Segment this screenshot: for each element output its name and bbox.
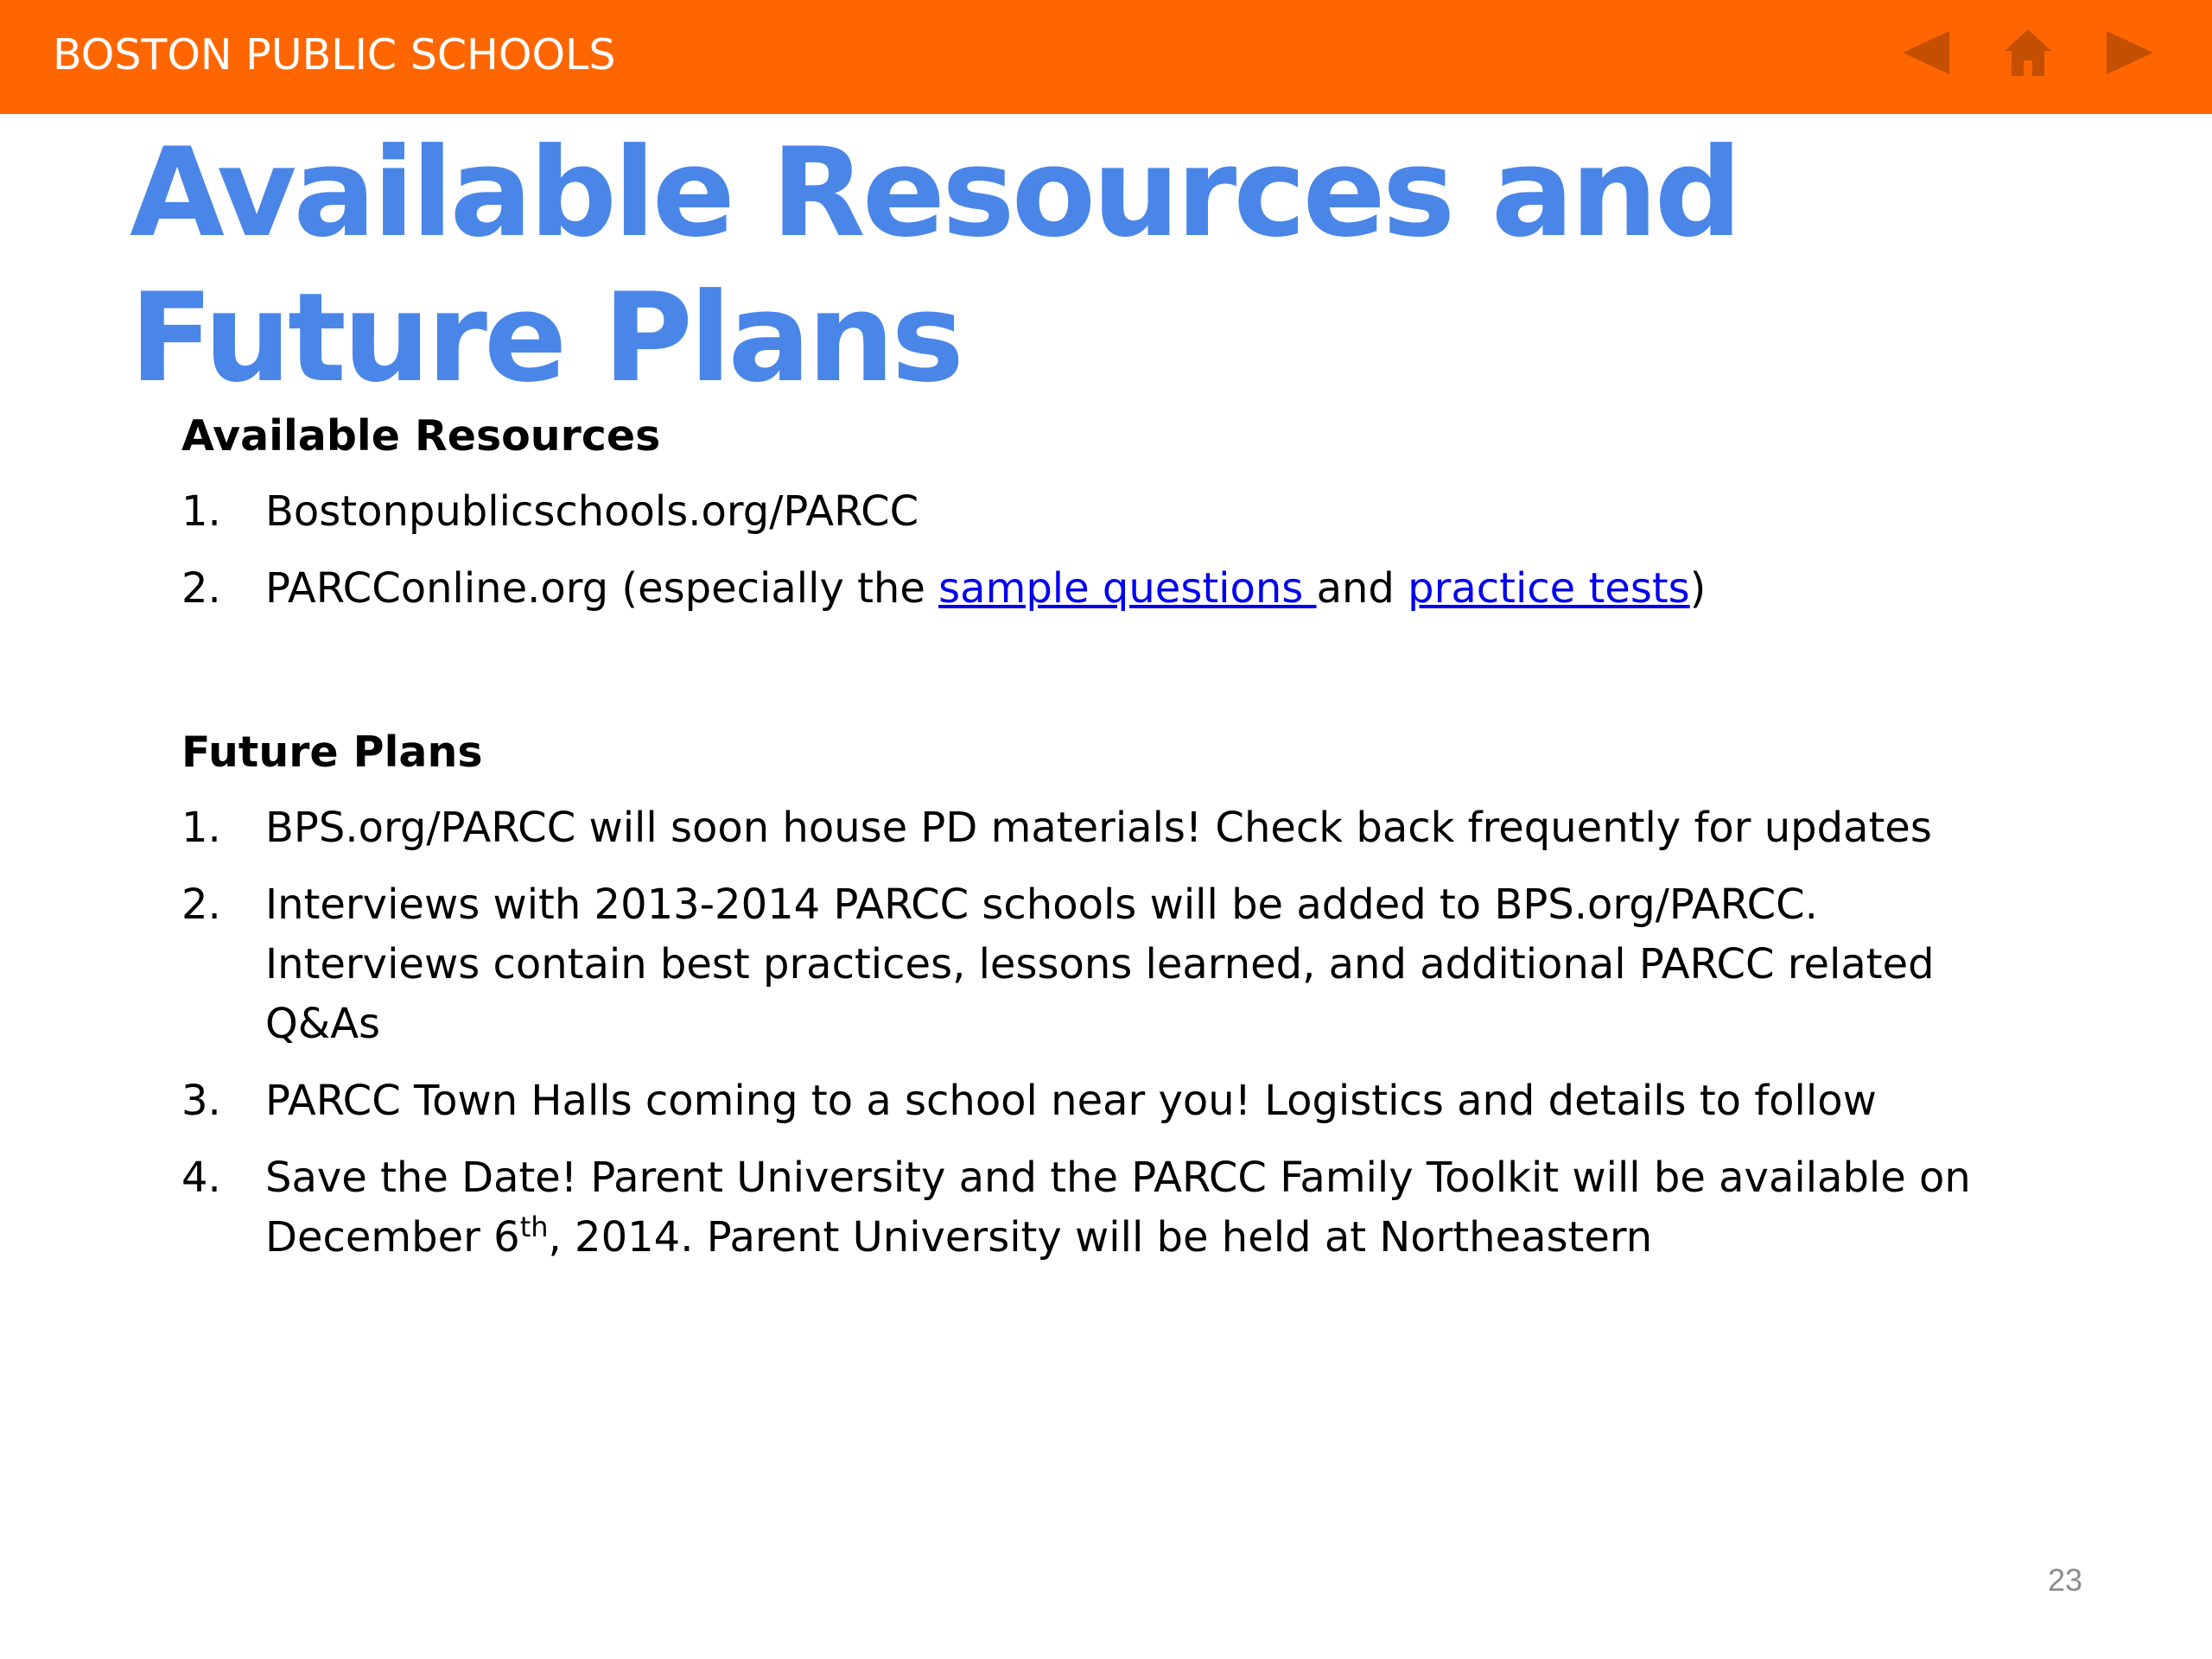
page-number: 23 bbox=[2047, 1562, 2082, 1598]
list-item-text-after: , 2014. Parent University will be held at Northeastern bbox=[548, 1213, 1653, 1262]
sample-questions-link[interactable]: sample questions bbox=[938, 564, 1317, 613]
next-slide-button[interactable] bbox=[2103, 26, 2157, 79]
list-item bbox=[181, 875, 2039, 1054]
previous-arrow-icon bbox=[1899, 26, 1953, 79]
organization-name: BOSTON PUBLIC SCHOOLS bbox=[53, 30, 616, 79]
list-item-number: 3. bbox=[181, 1077, 221, 1125]
section-spacer bbox=[181, 636, 2039, 722]
list-item-text-before: PARCConline.org (especially the bbox=[265, 564, 939, 613]
header-bar bbox=[0, 0, 2212, 114]
available-resources-heading: Available Resources bbox=[181, 411, 661, 461]
list-item-text: PARCC Town Halls coming to a school near you! Logistics and details to follow bbox=[265, 1077, 1877, 1125]
list-item-text-middle: and bbox=[1316, 564, 1408, 613]
list-item bbox=[181, 1071, 2039, 1131]
list-item-text-after: ) bbox=[1689, 564, 1707, 613]
future-plans-list bbox=[181, 798, 2039, 1268]
home-button[interactable] bbox=[2001, 26, 2055, 79]
list-item-text: Interviews with 2013-2014 PARCC schools will be added to BPS.org/PARCC. Interviews contain best practices, lessons learned, and additional PARCC related Q&As bbox=[265, 880, 1935, 1048]
list-item-number: 2. bbox=[181, 564, 221, 613]
list-item-number: 1. bbox=[181, 487, 221, 536]
slide-content bbox=[181, 406, 2039, 1285]
list-item bbox=[181, 559, 2039, 619]
list-item bbox=[181, 482, 2039, 542]
list-item-text-before: Save the Date! Parent University and the PARCC Family Toolkit will be available on December 6 bbox=[265, 1154, 1971, 1262]
previous-slide-button[interactable] bbox=[1899, 26, 1953, 79]
list-item-text: Bostonpublicschools.org/PARCC bbox=[265, 487, 919, 536]
home-icon bbox=[2001, 26, 2055, 79]
ordinal-superscript: th bbox=[519, 1211, 549, 1243]
slide-title: Available Resources and Future Plans bbox=[130, 122, 1739, 410]
practice-tests-link[interactable]: practice tests bbox=[1408, 564, 1690, 613]
available-resources-list bbox=[181, 482, 2039, 619]
list-item-number: 2. bbox=[181, 880, 221, 929]
list-item-text: BPS.org/PARCC will soon house PD materials! Check back frequently for updates bbox=[265, 804, 1932, 852]
list-item-number: 1. bbox=[181, 804, 221, 852]
future-plans-heading: Future Plans bbox=[181, 728, 483, 777]
list-item bbox=[181, 798, 2039, 858]
list-item-number: 4. bbox=[181, 1154, 221, 1202]
next-arrow-icon bbox=[2103, 26, 2157, 79]
list-item bbox=[181, 1148, 2039, 1268]
